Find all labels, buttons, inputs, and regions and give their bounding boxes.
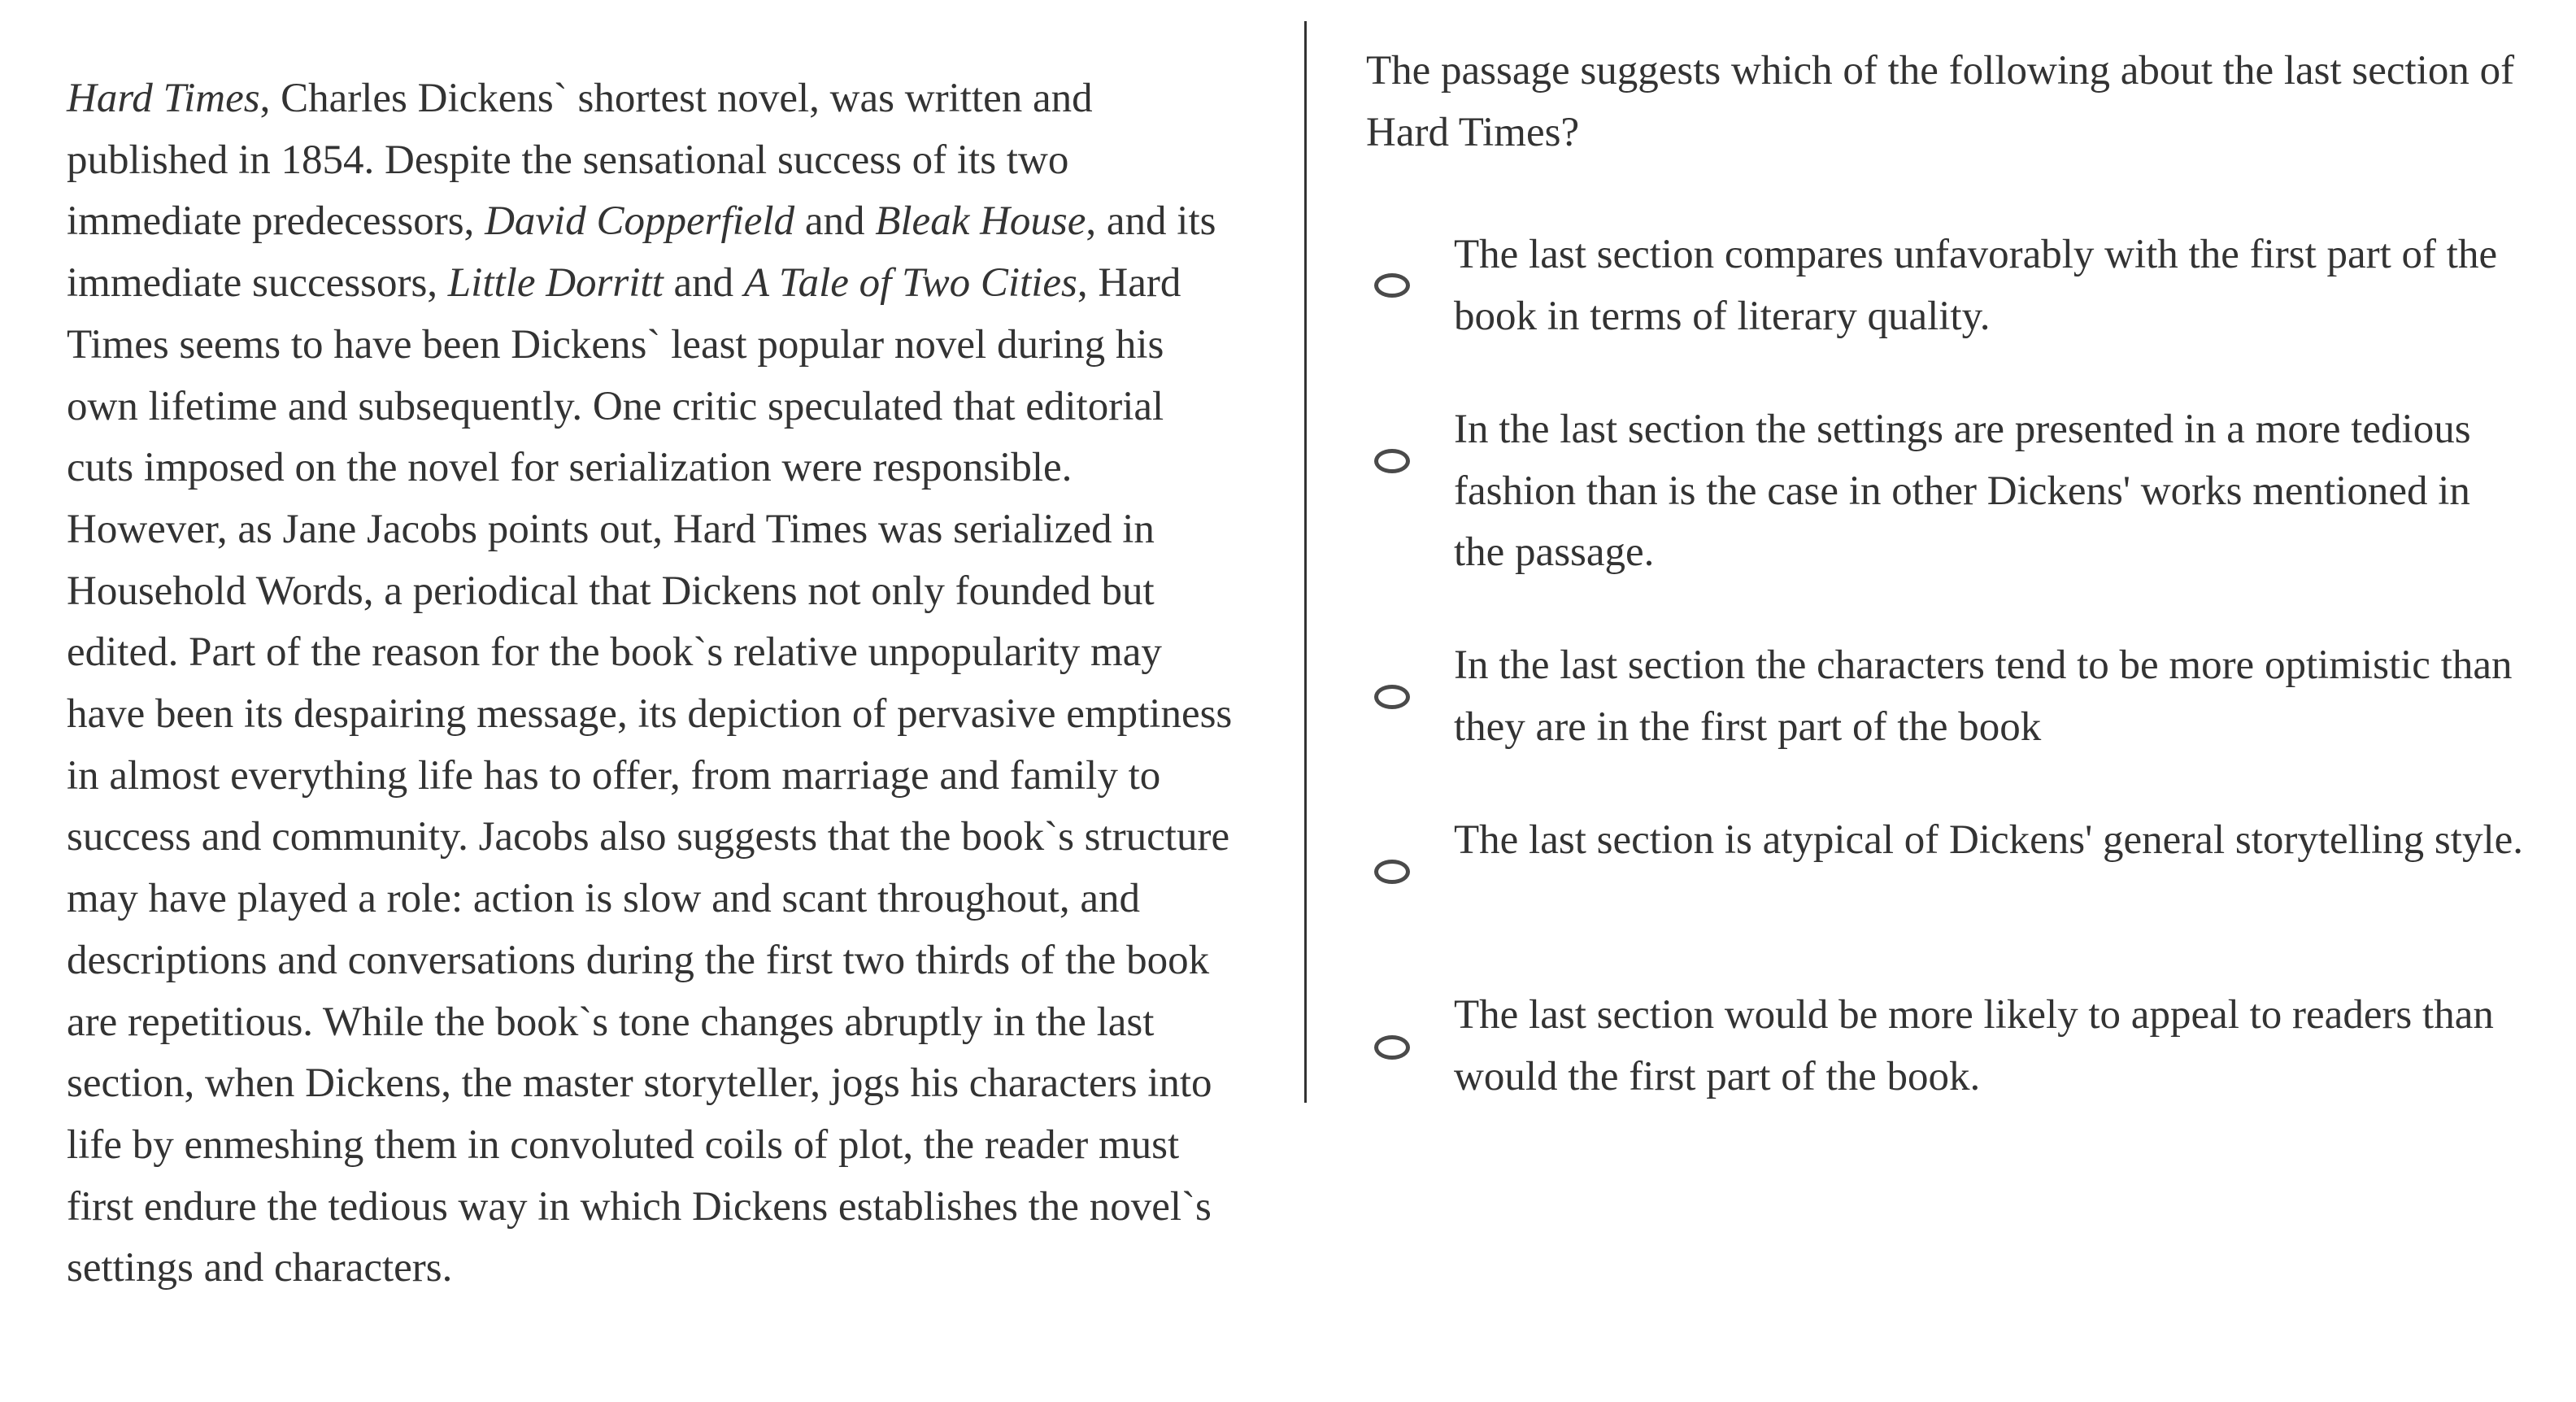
question-prompt: The passage suggests which of the following about the last section of Hard Times?: [1366, 48, 2515, 155]
question-pane: [1366, 41, 2537, 1099]
radio-button-icon[interactable]: [1374, 860, 1410, 884]
passage-title-hard-times: Hard Times: [67, 76, 260, 121]
radio-button-icon[interactable]: [1374, 1035, 1410, 1060]
pane-divider: [1304, 21, 1307, 1103]
passage-text-segment: and: [794, 198, 876, 245]
passage-text-segment: , Hard Times seems to have been Dickens` least popular novel during his own lifetime and subsequently. One critic speculated that editorial cuts imposed on the novel for serialization were responsible. However, as Jane Jacobs points out, Hard Times was serialized in Household Words, a periodical that Dickens not only founded but edited. Part of the reason for the book`s relative unpopularity may have been its despairing message, its depiction of pervasive emptiness in almost everything life has to offer, from marriage and family to success and community. Jacobs also suggests that the book`s structure may have played a role: action is slow and scant throughout, and descriptions and conversations during the first two thirds of the book are repetitious. While the book`s tone changes abruptly in the last section, when Dickens, the master storyteller, jogs his characters into life by enmeshing them in convoluted coils of plot, the reader must first endure the tedious way in which Dickens establishes the novel`s settings and characters.: [67, 260, 1233, 1291]
passage-text-segment: , and its immediate successors,: [67, 198, 1216, 307]
passage-work-little-dorritt: Little Dorritt: [447, 260, 664, 307]
passage-work-david-copperfield: David Copperfield: [485, 198, 795, 245]
answer-choice-label[interactable]: The last section is atypical of Dickens' general storytelling style.: [1454, 817, 2523, 863]
passage-text-segment: , Charles Dickens` shortest novel, was written and published in 1854. Despite the sensational success of its two immediate predecessors,: [67, 76, 1093, 245]
answer-choice-label[interactable]: The last section compares unfavorably with the first part of the book in terms of literary quality.: [1454, 232, 2498, 339]
answer-choice-label[interactable]: In the last section the settings are presented in a more tedious fashion than is the case in other Dickens' works mentioned in the passage.: [1454, 407, 2471, 576]
passage-text-segment: and: [663, 260, 744, 307]
reading-passage: [67, 68, 1238, 1300]
answer-choice-label[interactable]: The last section would be more likely to appeal to readers than would the first part of the book.: [1454, 992, 2494, 1099]
radio-button-icon[interactable]: [1374, 685, 1410, 709]
passage-work-bleak-house: Bleak House: [875, 198, 1086, 245]
radio-button-icon[interactable]: [1374, 273, 1410, 298]
answer-choice-label[interactable]: In the last section the characters tend to be more optimistic than they are in the first part of the book: [1454, 642, 2513, 750]
passage-work-tale-of-two-cities: A Tale of Two Cities: [743, 260, 1077, 307]
radio-button-icon[interactable]: [1374, 449, 1410, 473]
